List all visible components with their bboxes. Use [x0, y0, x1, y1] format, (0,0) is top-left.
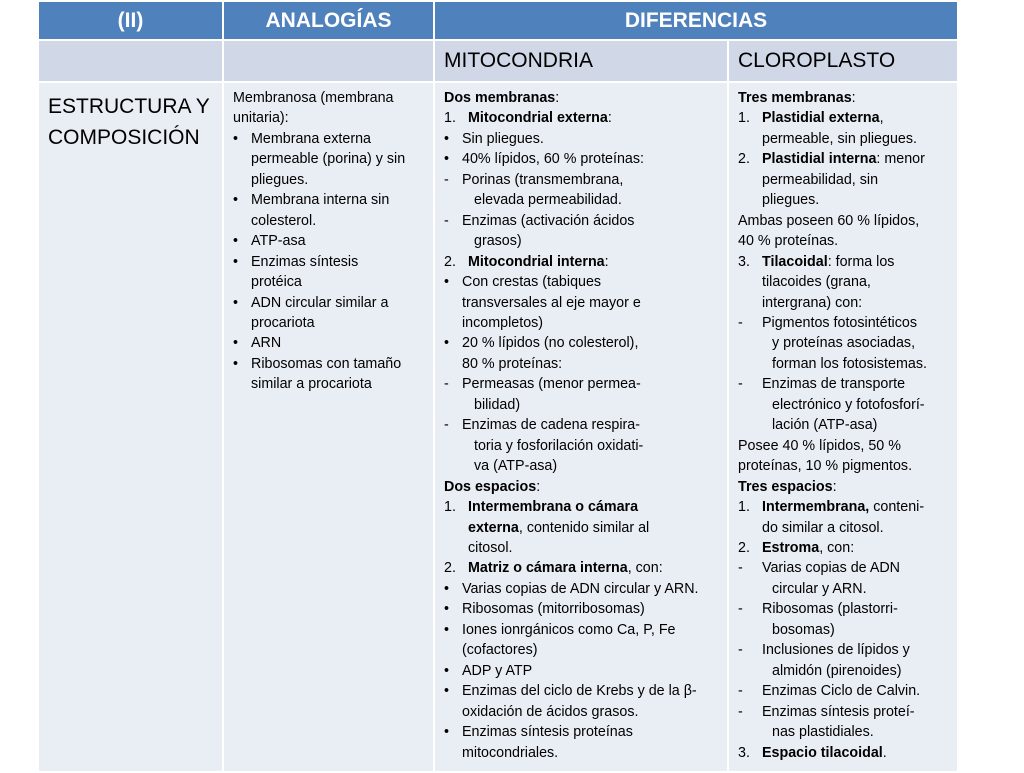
- header-row: [38, 1, 958, 40]
- header-diferencias: DIFERENCIAS: [434, 1, 958, 40]
- line-text: transversales al eje mayor e: [462, 294, 641, 311]
- cloroplasto-line: [738, 497, 951, 517]
- line-text: citosol.: [468, 539, 513, 556]
- line-text: Enzimas síntesis: [251, 253, 359, 270]
- line-text: permeable, sin pliegues.: [762, 130, 917, 147]
- mitocondria-line: [444, 538, 721, 558]
- mitocondria-line: [444, 702, 721, 722]
- row-label-cell: [38, 82, 223, 772]
- cloroplasto-line: [738, 211, 951, 231]
- mitocondria-list: [435, 83, 727, 763]
- line-text: y proteínas asociadas,: [772, 335, 916, 352]
- subheader-mitocondria: MITOCONDRIA: [434, 40, 728, 82]
- line-text: unitaria):: [233, 110, 289, 127]
- line-text: ATP-asa: [251, 233, 306, 250]
- line-text: Membrana interna sin: [251, 192, 390, 209]
- line-text: colesterol.: [251, 212, 317, 229]
- subheader-empty-2: [223, 40, 434, 82]
- line-text: protéica: [251, 274, 302, 291]
- line-text: proteínas, 10 % pigmentos.: [738, 458, 913, 475]
- analogias-line: [233, 333, 427, 353]
- line-text: ARN: [251, 335, 282, 352]
- line-text: permeabilidad, sin: [762, 171, 879, 188]
- analogias-line: [233, 293, 427, 313]
- line-text: Espacio tilacoidal: [762, 744, 883, 761]
- line-text: :: [832, 478, 837, 495]
- cloroplasto-line: [738, 620, 951, 640]
- cloroplasto-line: [738, 293, 951, 313]
- line-text: oxidación de ácidos grasos.: [462, 703, 639, 720]
- list-marker: -: [444, 171, 449, 188]
- cloroplasto-line: [738, 252, 951, 272]
- list-marker: 1.: [444, 110, 456, 127]
- line-text: Mitocondrial externa: [468, 110, 608, 127]
- header-analogias: ANALOGÍAS: [223, 1, 434, 40]
- analogias-line: [233, 231, 427, 251]
- line-text: ADN circular similar a: [251, 294, 389, 311]
- list-marker: 1.: [738, 110, 750, 127]
- mitocondria-line: [444, 231, 721, 251]
- line-text: Ambas poseen 60 % lípidos,: [738, 212, 920, 229]
- list-marker: 2.: [444, 253, 456, 270]
- analogias-line: [233, 354, 427, 374]
- cloroplasto-line: [738, 108, 951, 128]
- line-text: Enzimas del ciclo de Krebs y de la β-: [462, 683, 697, 700]
- analogias-line: [233, 252, 427, 272]
- line-text: Varias copias de ADN: [762, 560, 901, 577]
- list-marker: •: [444, 151, 450, 168]
- mitocondria-line: [444, 88, 721, 108]
- line-text: pliegues.: [251, 171, 309, 188]
- line-text: Tilacoidal: [762, 253, 828, 270]
- subheader-empty-1: [38, 40, 223, 82]
- cloroplasto-line: [738, 661, 951, 681]
- mitocondria-line: [444, 272, 721, 292]
- list-marker: •: [444, 130, 450, 147]
- line-text: Mitocondrial interna: [468, 253, 605, 270]
- line-text: Intermembrana,: [762, 499, 870, 516]
- line-text: Ribosomas (plastorri-: [762, 601, 898, 618]
- cloroplasto-line: [738, 579, 951, 599]
- list-marker: -: [738, 560, 743, 577]
- list-marker: •: [444, 724, 450, 741]
- cloroplasto-line: [738, 354, 951, 374]
- mitocondria-line: [444, 456, 721, 476]
- analogias-line: [233, 211, 427, 231]
- mitocondria-line: [444, 190, 721, 210]
- list-marker: •: [233, 335, 239, 352]
- list-marker: •: [444, 601, 450, 618]
- cloroplasto-line: [738, 456, 951, 476]
- line-text: Iones ionrgánicos como Ca, P, Fe: [462, 621, 676, 638]
- row-label-line: COMPOSICIÓN: [48, 126, 200, 149]
- cloroplasto-line: [738, 190, 951, 210]
- mitocondria-line: [444, 252, 721, 272]
- list-marker: •: [233, 233, 239, 250]
- line-text: Estroma: [762, 539, 820, 556]
- line-text: grasos): [474, 233, 522, 250]
- list-marker: •: [233, 253, 239, 270]
- list-marker: •: [233, 355, 239, 372]
- cloroplasto-line: [738, 313, 951, 333]
- list-marker: 1.: [444, 499, 456, 516]
- line-text: Enzimas síntesis proteínas: [462, 724, 633, 741]
- line-text: , con:: [819, 539, 855, 556]
- mitocondria-line: [444, 129, 721, 149]
- analogias-line: [233, 272, 427, 292]
- line-text: Enzimas de cadena respira-: [462, 417, 641, 434]
- list-marker: 3.: [738, 253, 750, 270]
- mitocondria-line: [444, 170, 721, 190]
- analogias-line: [233, 129, 427, 149]
- mitocondria-line: [444, 558, 721, 578]
- line-text: .: [882, 744, 887, 761]
- line-text: Enzimas de transporte: [762, 376, 906, 393]
- cloroplasto-line: [738, 333, 951, 353]
- line-text: 20 % lípidos (no colesterol),: [462, 335, 639, 352]
- line-text: intergrana) con:: [762, 294, 863, 311]
- line-text: similar a procariota: [251, 376, 372, 393]
- line-text: procariota: [251, 314, 315, 331]
- cloroplasto-line: [738, 640, 951, 660]
- cloroplasto-line: [738, 231, 951, 251]
- line-text: va (ATP-asa): [474, 458, 558, 475]
- line-text: Tres membranas: [738, 90, 852, 106]
- line-text: ,: [879, 110, 884, 127]
- line-text: Enzimas (activación ácidos: [462, 212, 635, 229]
- analogias-line: [233, 88, 427, 108]
- line-text: mitocondriales.: [462, 744, 559, 761]
- list-marker: -: [444, 212, 449, 229]
- list-marker: 2.: [444, 560, 456, 577]
- line-text: Pigmentos fotosintéticos: [762, 314, 917, 331]
- analogias-line: [233, 170, 427, 190]
- line-text: almidón (pirenoides): [772, 662, 902, 679]
- cloroplasto-line: [738, 518, 951, 538]
- line-text: : forma los: [827, 253, 895, 270]
- cloroplasto-line: [738, 436, 951, 456]
- list-marker: -: [444, 417, 449, 434]
- line-text: Varias copias de ADN circular y ARN.: [462, 580, 699, 597]
- list-marker: •: [444, 335, 450, 352]
- line-text: Plastidial interna: [762, 151, 877, 168]
- cloroplasto-line: [738, 170, 951, 190]
- line-text: Ribosomas (mitorribosomas): [462, 601, 645, 618]
- line-text: :: [555, 90, 560, 106]
- mitocondria-line: [444, 108, 721, 128]
- line-text: Membranosa (membrana: [233, 90, 394, 106]
- line-text: Sin pliegues.: [462, 130, 544, 147]
- list-marker: •: [233, 294, 239, 311]
- mitocondria-line: [444, 681, 721, 701]
- line-text: Posee 40 % lípidos, 50 %: [738, 437, 901, 454]
- list-marker: -: [738, 601, 743, 618]
- list-marker: -: [738, 376, 743, 393]
- list-marker: •: [444, 621, 450, 638]
- list-marker: •: [444, 662, 450, 679]
- line-text: (cofactores): [462, 642, 538, 659]
- mitocondria-line: [444, 415, 721, 435]
- mitocondria-line: [444, 313, 721, 333]
- line-text: Inclusiones de lípidos y: [762, 642, 910, 659]
- list-marker: •: [444, 274, 450, 291]
- cloroplasto-line: [738, 599, 951, 619]
- line-text: Porinas (transmembrana,: [462, 171, 624, 188]
- cloroplasto-line: [738, 538, 951, 558]
- line-text: bosomas): [772, 621, 835, 638]
- line-text: 40% lípidos, 60 % proteínas:: [462, 151, 644, 168]
- line-text: do similar a citosol.: [762, 519, 884, 536]
- line-text: Dos espacios: [444, 478, 537, 495]
- line-text: tilacoides (grana,: [762, 274, 871, 291]
- line-text: conteni-: [869, 499, 925, 516]
- subheader-cloroplasto: CLOROPLASTO: [728, 40, 958, 82]
- mitocondria-line: [444, 640, 721, 660]
- list-marker: •: [444, 580, 450, 597]
- line-text: 80 % proteínas:: [462, 355, 563, 372]
- line-text: :: [607, 110, 612, 127]
- line-text: Membrana externa: [251, 130, 371, 147]
- row-label-line: ESTRUCTURA Y: [48, 95, 210, 118]
- line-text: circular y ARN.: [772, 580, 867, 597]
- mitocondria-line: [444, 211, 721, 231]
- line-text: ADP y ATP: [462, 662, 533, 679]
- cloroplasto-list: [729, 83, 957, 763]
- mitocondria-line: [444, 354, 721, 374]
- line-text: Enzimas síntesis proteí-: [762, 703, 915, 720]
- list-marker: -: [738, 703, 743, 720]
- mitocondria-line: [444, 149, 721, 169]
- line-text: :: [536, 478, 541, 495]
- list-marker: 1.: [738, 499, 750, 516]
- line-text: :: [851, 90, 856, 106]
- structure-row: [38, 82, 958, 772]
- list-marker: 2.: [738, 539, 750, 556]
- list-marker: 2.: [738, 151, 750, 168]
- line-text: Permeasas (menor permea-: [462, 376, 641, 393]
- cloroplasto-line: [738, 681, 951, 701]
- list-marker: -: [738, 314, 743, 331]
- line-text: Con crestas (tabiques: [462, 274, 602, 291]
- line-text: Enzimas Ciclo de Calvin.: [762, 683, 921, 700]
- line-text: : menor: [876, 151, 925, 168]
- line-text: Dos membranas: [444, 90, 556, 106]
- cloroplasto-line: [738, 395, 951, 415]
- line-text: , con:: [627, 560, 663, 577]
- comparison-table: [37, 0, 959, 773]
- mitocondria-line: [444, 518, 721, 538]
- analogias-line: [233, 313, 427, 333]
- list-marker: •: [233, 130, 239, 147]
- line-text: pliegues.: [762, 192, 820, 209]
- cloroplasto-line: [738, 702, 951, 722]
- analogias-list: [224, 83, 433, 395]
- mitocondria-line: [444, 743, 721, 763]
- analogias-line: [233, 190, 427, 210]
- mitocondria-line: [444, 333, 721, 353]
- list-marker: 3.: [738, 744, 750, 761]
- line-text: forman los fotosistemas.: [772, 355, 927, 372]
- line-text: Tres espacios: [738, 478, 833, 495]
- mitocondria-line: [444, 395, 721, 415]
- line-text: lación (ATP-asa): [772, 417, 878, 434]
- list-marker: •: [233, 192, 239, 209]
- line-text: electrónico y fotofosforí-: [772, 396, 925, 413]
- cloroplasto-line: [738, 149, 951, 169]
- mitocondria-line: [444, 579, 721, 599]
- slide: [37, 0, 957, 768]
- cloroplasto-line: [738, 129, 951, 149]
- mitocondria-line: [444, 293, 721, 313]
- cloroplasto-line: [738, 743, 951, 763]
- mitocondria-line: [444, 436, 721, 456]
- list-marker: •: [444, 683, 450, 700]
- cloroplasto-line: [738, 558, 951, 578]
- cloroplasto-line: [738, 722, 951, 742]
- mitocondria-line: [444, 620, 721, 640]
- list-marker: -: [738, 683, 743, 700]
- cloroplasto-line: [738, 477, 951, 497]
- cloroplasto-line: [738, 374, 951, 394]
- analogias-line: [233, 374, 427, 394]
- mitocondria-line: [444, 374, 721, 394]
- line-text: incompletos): [462, 314, 544, 331]
- line-text: , contenido similar al: [518, 519, 650, 536]
- cloroplasto-line: [738, 415, 951, 435]
- mitocondria-line: [444, 661, 721, 681]
- mitocondria-cell: [434, 82, 728, 772]
- line-text: permeable (porina) y sin: [251, 151, 406, 168]
- subheader-row: [38, 40, 958, 82]
- line-text: externa: [468, 519, 519, 536]
- analogias-line: [233, 108, 427, 128]
- analogias-cell: [223, 82, 434, 772]
- analogias-line: [233, 149, 427, 169]
- mitocondria-line: [444, 477, 721, 497]
- line-text: bilidad): [474, 396, 521, 413]
- mitocondria-line: [444, 599, 721, 619]
- line-text: Intermembrana o cámara: [468, 499, 639, 516]
- cloroplasto-cell: [728, 82, 958, 772]
- line-text: Ribosomas con tamaño: [251, 355, 402, 372]
- line-text: 40 % proteínas.: [738, 233, 839, 250]
- line-text: :: [604, 253, 609, 270]
- line-text: toria y fosforilación oxidati-: [474, 437, 644, 454]
- cloroplasto-line: [738, 272, 951, 292]
- header-col-ii: (II): [38, 1, 223, 40]
- mitocondria-line: [444, 722, 721, 742]
- list-marker: -: [738, 642, 743, 659]
- line-text: Matriz o cámara interna: [468, 560, 628, 577]
- mitocondria-line: [444, 497, 721, 517]
- cloroplasto-line: [738, 88, 951, 108]
- line-text: nas plastidiales.: [772, 724, 874, 741]
- line-text: Plastidial externa: [762, 110, 880, 127]
- list-marker: -: [444, 376, 449, 393]
- line-text: elevada permeabilidad.: [474, 192, 622, 209]
